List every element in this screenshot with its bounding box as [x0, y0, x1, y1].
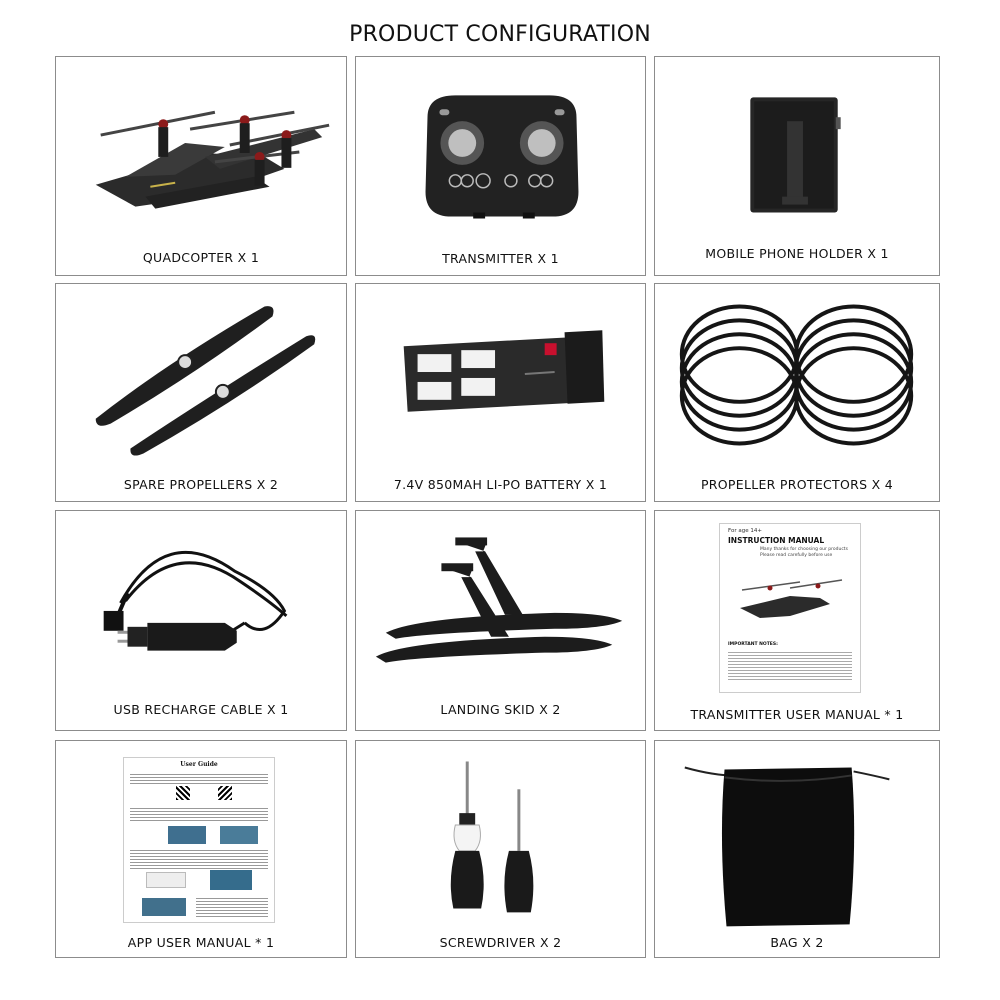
app-guide-image — [123, 757, 275, 923]
item-label: APP USER MANUAL * 1 — [127, 935, 275, 950]
transmitter-image — [356, 57, 645, 237]
item-label: LANDING SKID X 2 — [440, 702, 561, 717]
app-guide-screenshot-2 — [220, 826, 258, 844]
item-label: SCREWDRIVER X 2 — [439, 935, 562, 950]
item-transmitter — [355, 56, 646, 276]
item-label: BAG X 2 — [770, 935, 824, 950]
item-label: TRANSMITTER X 1 — [442, 251, 559, 266]
item-transmitter-manual — [654, 510, 940, 731]
manual-notes-text — [728, 650, 852, 682]
manual-heading: INSTRUCTION MANUAL — [728, 536, 825, 545]
app-guide-screenshot-5 — [142, 898, 186, 916]
landing-skid-image — [356, 511, 645, 691]
item-label: MOBILE PHONE HOLDER X 1 — [705, 246, 889, 261]
app-guide-text-block-2 — [130, 806, 268, 822]
battery-image — [356, 284, 645, 464]
manual-notes-heading: IMPORTANT NOTES: — [728, 642, 778, 647]
item-label: SPARE PROPELLERS X 2 — [123, 477, 279, 492]
item-usb-cable — [55, 510, 347, 731]
item-landing-skid — [355, 510, 646, 731]
item-battery — [355, 283, 646, 502]
item-bag — [654, 740, 940, 958]
app-guide-screenshot-4 — [210, 870, 252, 890]
item-label: QUADCOPTER X 1 — [142, 250, 260, 265]
manual-image — [719, 523, 861, 693]
app-guide-text-block-4 — [196, 896, 268, 918]
propeller-protectors-image — [655, 284, 939, 464]
item-propeller-protectors — [654, 283, 940, 502]
screwdriver-image — [356, 741, 645, 921]
manual-age-text: For age 14+ — [728, 528, 762, 534]
app-guide-screenshot-1 — [168, 826, 206, 844]
propellers-image — [56, 284, 346, 464]
app-guide-screenshot-3 — [146, 872, 186, 888]
bag-image — [655, 741, 939, 931]
app-guide-text-block-3 — [130, 848, 268, 870]
item-spare-propellers — [55, 283, 347, 502]
item-quadcopter — [55, 56, 347, 276]
item-label: 7.4V 850MAH LI-PO BATTERY X 1 — [393, 477, 608, 492]
manual-line-2: Please read carefully before use — [760, 553, 833, 558]
item-phone-holder — [654, 56, 940, 276]
phone-holder-image — [655, 57, 939, 237]
usb-cable-image — [56, 511, 346, 691]
page-title: PRODUCT CONFIGURATION — [349, 22, 651, 47]
manual-drone-illustration — [730, 568, 850, 628]
app-guide-text-block-1 — [130, 772, 268, 786]
manual-line-1: Many thanks for choosing our products — [760, 547, 848, 552]
qr-code-2 — [218, 786, 232, 800]
quadcopter-image — [56, 57, 346, 237]
app-guide-heading: User Guide — [180, 761, 218, 768]
item-screwdriver — [355, 740, 646, 958]
qr-code-1 — [176, 786, 190, 800]
item-label: TRANSMITTER USER MANUAL * 1 — [690, 707, 904, 722]
item-label: USB RECHARGE CABLE X 1 — [113, 702, 289, 717]
item-app-manual — [55, 740, 347, 958]
item-label: PROPELLER PROTECTORS X 4 — [700, 477, 894, 492]
